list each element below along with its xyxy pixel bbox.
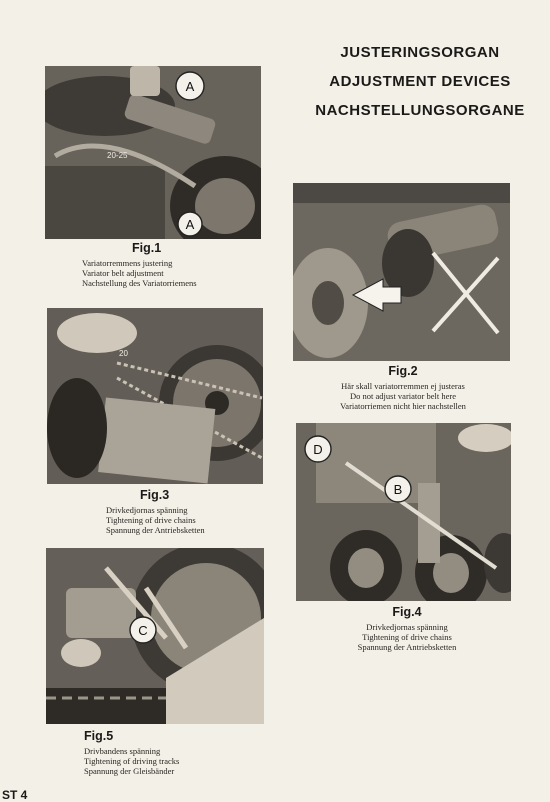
fig3-measure-label: 20: [119, 349, 128, 358]
marker-a-top-label: A: [185, 79, 195, 94]
fig4-photo: [296, 423, 511, 601]
fig4-caption-de: Spannung der Antriebsketten: [357, 642, 457, 652]
page-code: ST 4: [2, 788, 28, 802]
fig1-label: Fig.1: [132, 241, 162, 255]
title-german: NACHSTELLUNGSORGANE: [315, 102, 525, 119]
fig4-caption: [312, 605, 502, 652]
title-english: ADJUSTMENT DEVICES: [329, 73, 511, 90]
fig5-caption-de: Spannung der Gleisbänder: [84, 766, 175, 776]
marker-d-label: D: [313, 442, 323, 457]
fig1-photo: [45, 66, 261, 239]
fig5-label: Fig.5: [84, 729, 114, 743]
fig4-caption-sv: Drivkedjornas spänning: [366, 622, 448, 632]
fig2-label: Fig.2: [388, 364, 418, 378]
fig4-label: Fig.4: [392, 605, 422, 619]
fig1-caption-sv: Variatorremmens justering: [82, 258, 173, 268]
fig3-caption-en: Tightening of drive chains: [106, 515, 196, 525]
fig3-photo: [47, 308, 263, 484]
fig5-caption-en: Tightening of driving tracks: [84, 756, 180, 766]
fig1-caption-en: Variator belt adjustment: [82, 268, 164, 278]
fig4-caption-en: Tightening of drive chains: [362, 632, 452, 642]
title-swedish: JUSTERINGSORGAN: [340, 44, 500, 61]
marker-c-label: C: [138, 623, 148, 638]
fig3-caption-de: Spannung der Antriebsketten: [106, 525, 205, 535]
fig2-caption-en: Do not adjust variator belt here: [350, 391, 456, 401]
fig3-caption: [106, 488, 306, 535]
marker-a-bottom-label: A: [185, 217, 195, 232]
fig5-photo: [46, 548, 264, 724]
fig2-caption-sv: Här skall variatorremmen ej justeras: [341, 381, 465, 391]
fig5-caption: [84, 729, 284, 776]
fig2-photo: [293, 183, 510, 361]
fig3-label: Fig.3: [140, 488, 170, 502]
page-header: [300, 38, 540, 125]
marker-b-label: B: [393, 482, 403, 497]
fig5-caption-sv: Drivbandens spänning: [84, 746, 161, 756]
fig3-caption-sv: Drivkedjornas spänning: [106, 505, 188, 515]
fig2-caption-de: Variatorriemen nicht hier nachstellen: [340, 401, 466, 411]
fig1-caption: [82, 241, 282, 288]
fig2-caption: [308, 364, 498, 411]
fig1-measure-label: 20-25: [107, 151, 128, 160]
fig1-caption-de: Nachstellung des Variatorriemens: [82, 278, 197, 288]
